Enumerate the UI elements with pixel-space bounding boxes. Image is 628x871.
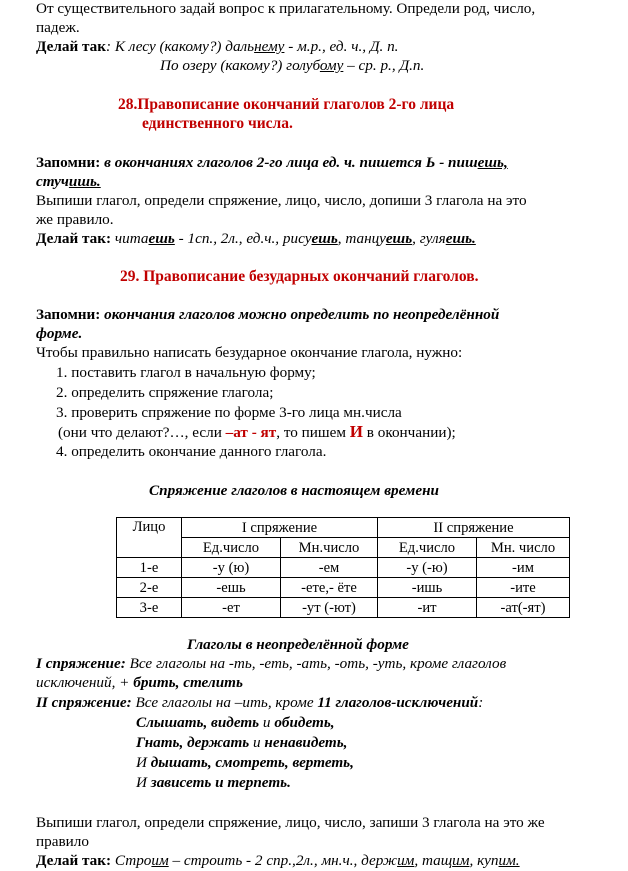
rule-text: в окончаниях глаголов 2-го лица ед. ч. пишется Ь - пиш [104, 154, 478, 171]
step-item: 4. определить окончание данного глагола. [56, 443, 327, 460]
example-text: : К лесу (какому?) даль [106, 38, 255, 55]
step-note [58, 423, 456, 443]
exception-words: Гнать, держать [136, 734, 253, 751]
header-person: Лицо [117, 518, 182, 558]
word-ending: ешь, [477, 154, 508, 171]
exception-line [136, 714, 335, 733]
word-ending: им [452, 852, 470, 869]
conj-word: и [253, 734, 261, 751]
example-label: Делай так: [36, 852, 112, 869]
grammar-info: – ср. р., Д.п. [343, 57, 425, 74]
conj-2-line [36, 694, 483, 713]
note-text: в окончании); [363, 424, 456, 441]
word-stem: Стро [114, 852, 152, 869]
rule-text: форме. [36, 325, 83, 342]
intro-line: Чтобы правильно написать безударное окончание глагола, нужно: [36, 344, 463, 361]
section-28-title-line2: единственного числа. [142, 115, 293, 132]
table-cell: -ат(-ят) [477, 598, 570, 618]
word-ending: им [397, 852, 415, 869]
table-cell: -ете,- ёте [281, 578, 378, 598]
example-line [36, 38, 398, 57]
rule-text: окончания глаголов можно определить по неопределённой [104, 306, 500, 323]
rule-block [36, 306, 598, 325]
conj-text: Все глаголы на –ить, кроме [131, 694, 318, 711]
table-cell: -ешь [182, 578, 281, 598]
conj-label: I спряжение: [36, 655, 126, 672]
ending-highlight: И [349, 422, 363, 441]
conjugation-table [116, 517, 570, 618]
step-item: 1. поставить глагол в начальную форму; [56, 364, 316, 381]
table-header-row [117, 518, 570, 538]
step-item: 3. проверить спряжение по форме 3-го лица мн.числа [56, 404, 402, 421]
exception-line [136, 754, 354, 773]
note-text: , то пишем [276, 424, 350, 441]
conj-1-line [36, 655, 506, 674]
conj-1-line2 [36, 674, 243, 693]
table-row [117, 558, 570, 578]
table-cell: -у (ю) [182, 558, 281, 578]
word-stem: , гуля [412, 230, 446, 247]
step-item: 2. определить спряжение глагола; [56, 384, 274, 401]
word-stem: , куп [469, 852, 499, 869]
example-line [36, 852, 520, 871]
table-cell: -ет [182, 598, 281, 618]
exception-count: 11 глаголов-исключений [317, 694, 479, 711]
exception-words: обидеть, [270, 714, 335, 731]
grammar-info: - м.р., ед. ч., Д. п. [284, 38, 399, 55]
conj-text: исключений, + [36, 674, 134, 691]
task-line: Выпиши глагол, определи спряжение, лицо, число, допиши 3 глагола на это [36, 192, 527, 209]
table-cell: -ит [378, 598, 477, 618]
word-ending: им [151, 852, 169, 869]
table-subheader-row [117, 538, 570, 558]
infinitive-title: Глаголы в неопределённой форме [187, 636, 409, 653]
word-ending: ешь [385, 230, 413, 247]
exception-words: Слышать, видеть [136, 714, 263, 731]
section-28-title: 28.Правописание окончаний глаголов 2-го лица [118, 96, 455, 113]
example-text: По озеру (какому?) голуб [160, 57, 320, 74]
dash: – [168, 852, 184, 869]
word-ending: нему [254, 38, 285, 55]
word-stem: , тащ [414, 852, 453, 869]
conj-text: Все глаголы на -ть, -еть, -ать, -оть, -уть, кроме глаголов [125, 655, 507, 672]
table-cell: -ут (-ют) [281, 598, 378, 618]
rule-text: стуч [36, 173, 69, 190]
task-line [36, 0, 535, 19]
exception-words: зависеть и терпеть. [150, 774, 291, 791]
word-ending: им. [498, 852, 520, 869]
word-stem: , танцу [337, 230, 386, 247]
text: падеж. [36, 19, 80, 36]
example-line [36, 230, 476, 249]
table-cell: -ем [281, 558, 378, 578]
header-conj-1: I спряжение [182, 518, 378, 538]
conj-word: И [136, 754, 151, 771]
exception-words: брить, стелить [133, 674, 243, 691]
grammar-info: - 1сп., 2л., ед.ч., рису [174, 230, 312, 247]
grammar-info: 2 спр.,2л., мн.ч., держ [254, 852, 398, 869]
ending-highlight: –ат - ят [225, 424, 277, 441]
subheader-cell: Ед.число [182, 538, 281, 558]
subheader-cell: Мн.число [281, 538, 378, 558]
example-label: Делай так [36, 38, 107, 55]
table-cell: 2-е [117, 578, 182, 598]
word-stem: строить - [183, 852, 255, 869]
exception-words: ненавидеть, [260, 734, 348, 751]
example-label: Делай так: [36, 230, 112, 247]
exception-line [136, 774, 291, 793]
word-ending: ешь [311, 230, 338, 247]
header-conj-2: II спряжение [378, 518, 570, 538]
word-ending: ешь [148, 230, 175, 247]
conj-text: : [478, 694, 484, 711]
example-line [160, 57, 424, 76]
rule-line [36, 154, 508, 173]
conj-word: И [136, 774, 151, 791]
word-ending: ешь. [445, 230, 476, 247]
rule-line [36, 173, 101, 192]
table-title: Спряжение глаголов в настоящем времени [149, 482, 439, 499]
table-cell: -у (-ю) [378, 558, 477, 578]
remember-label: Запомни: [36, 306, 101, 323]
table-cell: -ите [477, 578, 570, 598]
word-ending: ому [319, 57, 344, 74]
text: От существительного задай вопрос к прилагательному. Определи род, число, [36, 0, 536, 17]
word-stem: чита [114, 230, 149, 247]
table-cell: -ишь [378, 578, 477, 598]
table-cell: 3-е [117, 598, 182, 618]
note-text: (они что делают?…, если [58, 424, 226, 441]
subheader-cell: Мн. число [477, 538, 570, 558]
task-line [36, 19, 80, 38]
table-row [117, 598, 570, 618]
remember-label: Запомни: [36, 154, 101, 171]
table-cell: -им [477, 558, 570, 578]
table-row [117, 578, 570, 598]
task-line: же правило. [36, 211, 114, 228]
exception-line [136, 734, 347, 753]
task-line: правило [36, 833, 89, 850]
exception-words: дышать, смотреть, вертеть, [150, 754, 354, 771]
rule-line [36, 325, 82, 344]
table-cell: 1-е [117, 558, 182, 578]
conj-word: и [262, 714, 271, 731]
word-ending: ишь. [68, 173, 101, 190]
subheader-cell: Ед.число [378, 538, 477, 558]
conj-label: II спряжение: [36, 694, 132, 711]
task-line: Выпиши глагол, определи спряжение, лицо, число, запиши 3 глагола на это же [36, 814, 545, 831]
section-29-title: 29. Правописание безударных окончаний глаголов. [120, 268, 479, 285]
